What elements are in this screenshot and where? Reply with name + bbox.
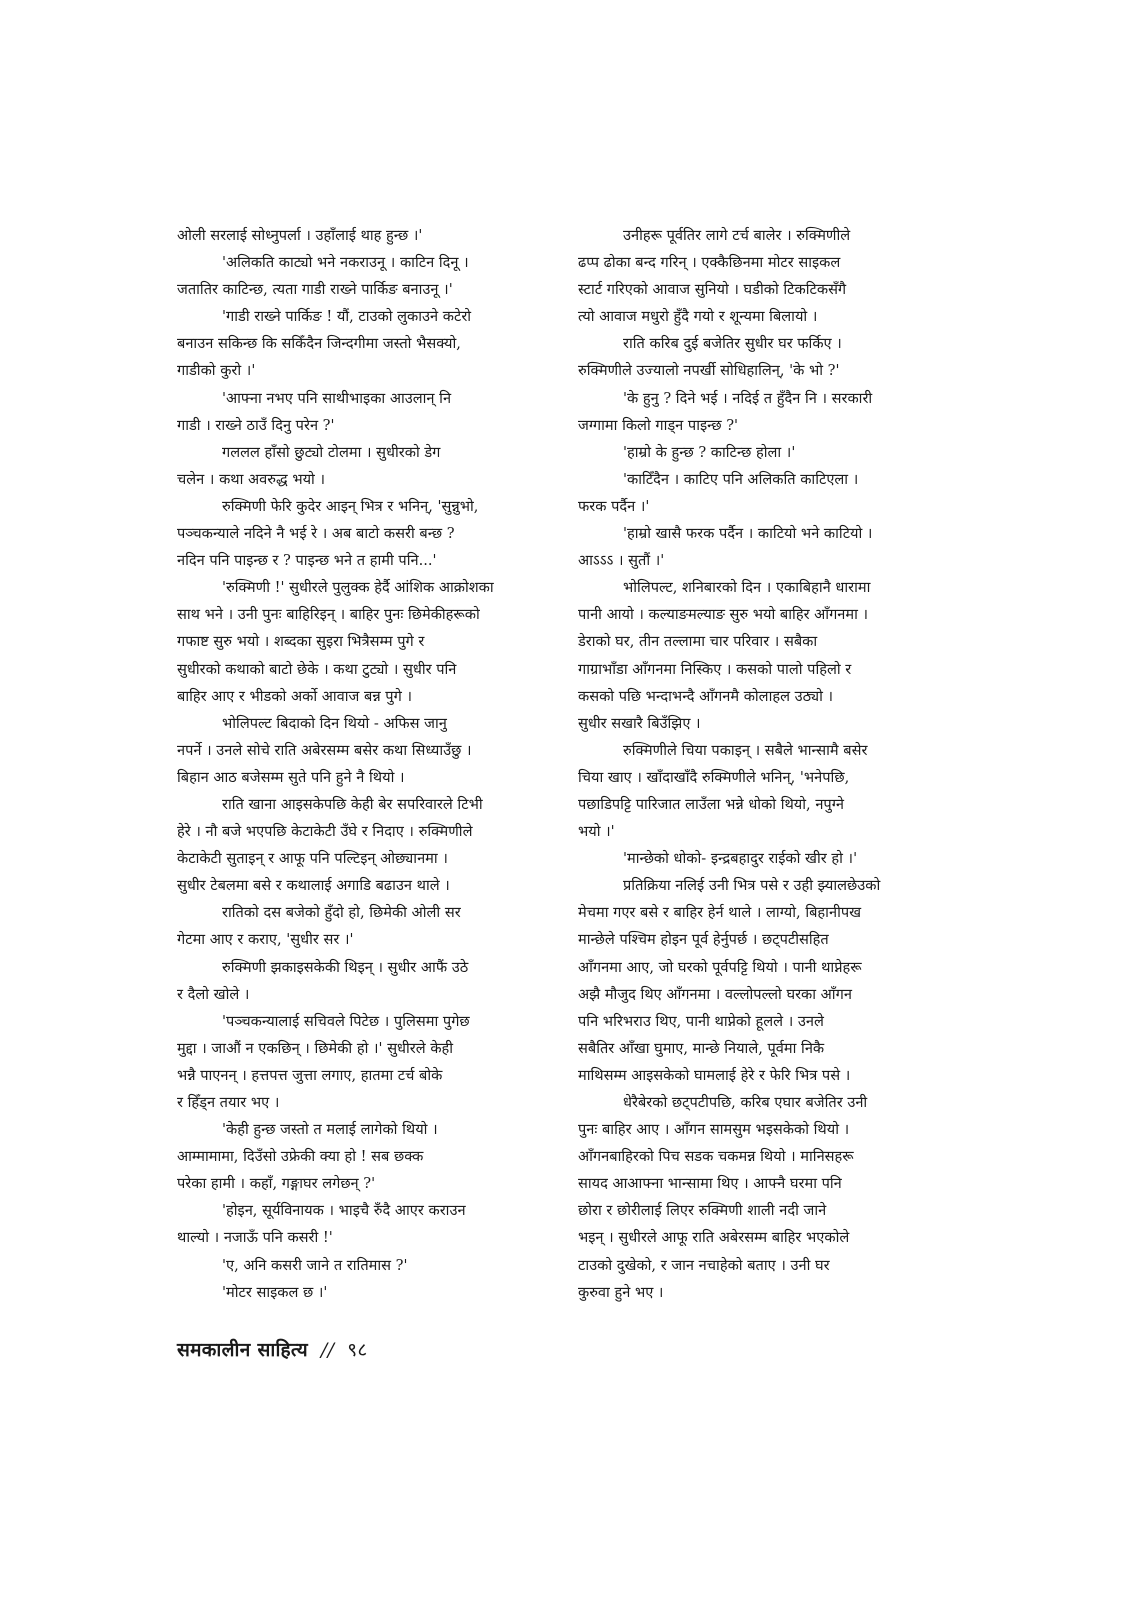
paragraph: 'पञ्चकन्यालाई सचिवले पिटेछ । पुलिसमा पुगेछ मुद्दा । जाऔं न एकछिन् । छिमेकी हो ।' सुधीरले केही भन्नै पाएनन् । हत्तपत्त जुत्ता लगाए, हातमा टर्च बोके र हिँड्न तयार भए । — [177, 1012, 470, 1111]
paragraph: गललल हाँसो छुट्यो टोलमा । सुधीरको डेग चलेन । कथा अवरुद्ध भयो । — [177, 443, 441, 488]
paragraph: 'गाडी राख्ने पार्किङ ! यौं, टाउको लुकाउने कटेरो बनाउन सकिन्छ कि सकिँदैन जिन्दगीमा जस्तो भैसक्यो, गाडीको कुरो ।' — [177, 308, 472, 380]
paragraph: राति खाना आइसकेपछि केही बेर सपरिवारले टिभी हेरे । नौ बजे भएपछि केटाकेटी उँघे र निदाए । रुक्मिणीले केटाकेटी सुताइन् र आफू पनि पल्टिइन् ओछ्यानमा । सुधीर टेबलमा बसे र कथालाई अगाडि बढाउन थाले । — [177, 795, 483, 895]
paragraph: भोलिपल्ट, शनिबारको दिन । एकाबिहानै धारामा पानी आयो । कल्याङमल्याङ सुरु भयो बाहिर आँगनमा । डेराको घर, तीन तल्लामा चार परिवार । सबैका गाग्राभाँडा आँगनमा निस्किए । कसको पालो पहिलो र कसको पछि भन्दाभन्दै आँगनमै कोलाहल उठ्यो । सुधीर सखारै बिउँझिए । — [578, 579, 871, 732]
paragraph: रुक्मिणीले चिया पकाइन् । सबैले भान्सामै बसेर चिया खाए । खाँदाखाँदै रुक्मिणीले भनिन्, 'भनेपछि, पछाडिपट्टि पारिजात लाउँला भन्ने धोको थियो, नपुग्ने भयो ।' — [578, 741, 868, 841]
paragraph: 'केही हुन्छ जस्तो त मलाई लागेको थियो । आम्मामामा, दिउँसो उफ्रेकी क्या हो ! सब छक्क परेका हामी । कहाँ, गङ्गाघर लगेछन् ?' — [177, 1121, 438, 1193]
paragraph: 'ए, अनि कसरी जाने त रातिमास ?' — [222, 1256, 408, 1274]
paragraph: 'आफ्ना नभए पनि साथीभाइका आउलान् नि गाडी । राख्ने ठाउँ दिनु परेन ?' — [177, 389, 452, 434]
paragraph: 'मान्छेको धोको- इन्द्रबहादुर राईको खीर हो ।' — [623, 850, 858, 868]
footer-separator: // — [320, 1339, 335, 1361]
paragraph: प्रतिक्रिया नलिई उनी भित्र पसे र उही झ्यालछेउको मेचमा गएर बसे र बाहिर हेर्न थाले । लाग्यो, बिहानीपख मान्छेले पश्चिम होइन पूर्व हेर्नुपर्छ । छट्पटीसहित आँगनमा आए, जो घरको पूर्वपट्टि थियो । पानी थाप्नेहरू अझै मौजुद थिए आँगनमा । वल्लोपल्लो घरका आँगन पनि भरिभराउ थिए, पानी थाप्नेको हूलले । उनले सबैतिर आँखा घुमाए, मान्छे नियाले, पूर्वमा निकै माथिसम्म आइसकेको घामलाई हेरे र फेरि भित्र पसे । — [578, 877, 881, 1084]
paragraph: 'हाम्रो के हुन्छ ? काटिन्छ होला ।' — [623, 443, 796, 461]
paragraph: 'के हुनु ? दिने भई । नदिई त हुँदैन नि । सरकारी जग्गामा किलो गाड्न पाइन्छ ?' — [578, 389, 873, 434]
paragraph: 'काटिँदैन । काटिए पनि अलिकति काटिएला । फरक पर्दैन ।' — [578, 470, 859, 515]
paragraph: धेरैबेरको छट्पटीपछि, करिब एघार बजेतिर उनी पुनः बाहिर आए । आँगन सामसुम भइसकेको थियो । आँगनबाहिरको पिच सडक चकमन्न थियो । मानिसहरू सायद आआफ्ना भान्सामा थिए । आफ्नै घरमा पनि छोरा र छोरीलाई लिएर रुक्मिणी शाली नदी जाने भइन् । सुधीरले आफू राति अबेरसम्म बाहिर भएकोले टाउको दुखेको, र जान नचाहेको बताए । उनी घर कुरुवा हुने भए । — [578, 1094, 868, 1301]
paragraph: राति करिब दुई बजेतिर सुधीर घर फर्किए । रुक्मिणीले उज्यालो नपर्खी सोधिहालिन्, 'के भो ?' — [578, 335, 842, 380]
left-text-column — [177, 222, 555, 1306]
paragraph: 'होइन, सूर्यविनायक । भाइचै रुँदै आएर कराउन थाल्यो । नजाऊँ पनि कसरी !' — [177, 1202, 466, 1247]
page-number: ९८ — [347, 1339, 368, 1361]
paragraph: रातिको दस बजेको हुँदो हो, छिमेकी ओली सर गेटमा आए र कराए, 'सुधीर सर ।' — [177, 904, 461, 949]
paragraph: रुक्मिणी झकाइसकेकी थिइन् । सुधीर आफैं उठे र दैलो खोले । — [177, 958, 469, 1003]
paragraph: 'हाम्रो खासै फरक पर्दैन । काटियो भने काटियो । आऽऽऽ । सुतौं ।' — [578, 525, 873, 570]
publication-title: समकालीन साहित्य — [177, 1339, 308, 1361]
paragraph: 'रुक्मिणी !' सुधीरले पुलुक्क हेर्दै आंशिक आक्रोशका साथ भने । उनी पुनः बाहिरिइन् । बाहिर पुनः छिमेकीहरूको गफाष्ट सुरु भयो । शब्दका सुइरा भित्रैसम्म पुगे र सुधीरको कथाको बाटो छेके । कथा टुट्यो । सुधीर पनि बाहिर आए र भीडको अर्को आवाज बन्न पुगे । — [177, 579, 494, 705]
paragraph: 'मोटर साइकल छ ।' — [222, 1283, 328, 1301]
page-footer — [177, 1336, 368, 1362]
paragraph: रुक्मिणी फेरि कुदेर आइन् भित्र र भनिन्, 'सुन्नुभो, पञ्चकन्याले नदिने नै भई रे । अब बाटो कसरी बन्छ ? नदिन पनि पाइन्छ र ? पाइन्छ भने त हामी पनि...' — [177, 497, 479, 570]
paragraph: भोलिपल्ट बिदाको दिन थियो - अफिस जानु नपर्ने । उनले सोचे राति अबेरसम्म बसेर कथा सिध्याउँछु । बिहान आठ बजेसम्म सुते पनि हुने नै थियो । — [177, 714, 472, 786]
right-text-column — [578, 222, 956, 1306]
paragraph: 'अलिकति काट्यो भने नकराउनू । काटिन दिनू । जतातिर काटिन्छ, त्यता गाडी राख्ने पार्किङ बनाउनू ।' — [177, 254, 469, 299]
paragraph: ओली सरलाई सोध्नुपर्ला । उहाँलाई थाह हुन्छ ।' — [177, 227, 423, 244]
paragraph: उनीहरू पूर्वतिर लागे टर्च बालेर । रुक्मिणीले ढप्प ढोका बन्द गरिन् । एक्कैछिनमा मोटर साइकल स्टार्ट गरिएको आवाज सुनियो । घडीको टिकटिकसँगै त्यो आवाज मधुरो हुँदै गयो र शून्यमा बिलायो । — [578, 227, 851, 326]
